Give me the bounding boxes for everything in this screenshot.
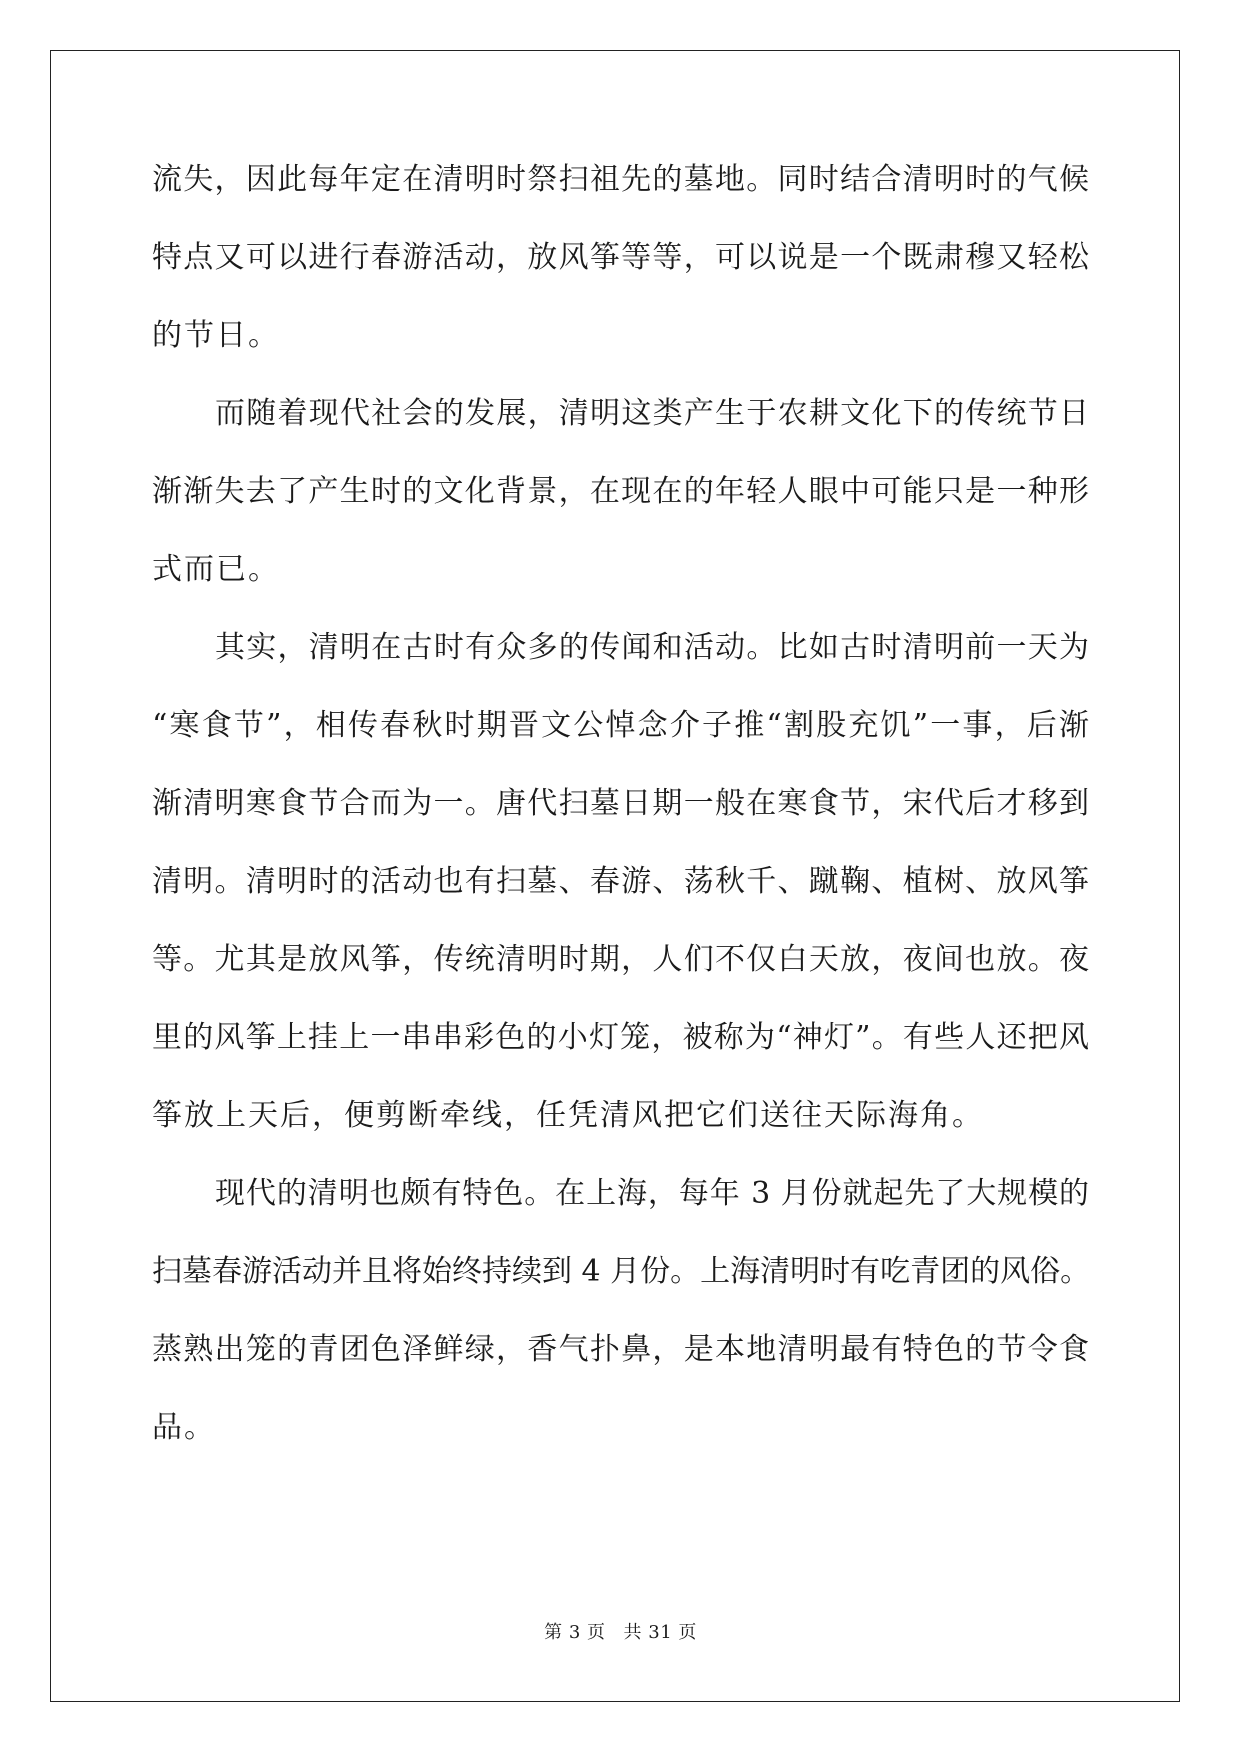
text-line: “寒食节”，相传春秋时期晋文公悼念介子推“割股充饥”一事，后渐: [152, 708, 1089, 743]
text-line: 的节日。: [152, 318, 280, 353]
text-line: 特点又可以进行春游活动，放风筝等等，可以说是一个既肃穆又轻松: [152, 240, 1089, 275]
page-total: 共 31 页: [623, 1622, 697, 1643]
text-line: 渐清明寒食节合而为一。唐代扫墓日期一般在寒食节，宋代后才移到: [152, 786, 1089, 821]
text-line: 式而已。: [152, 552, 280, 587]
text-line: 流失，因此每年定在清明时祭扫祖先的墓地。同时结合清明时的气候: [152, 162, 1089, 197]
text-line: 渐渐失去了产生时的文化背景，在现在的年轻人眼中可能只是一种形: [152, 474, 1089, 509]
text-line: 蒸熟出笼的青团色泽鲜绿，香气扑鼻，是本地清明最有特色的节令食: [152, 1332, 1089, 1367]
text-line: 品。: [152, 1410, 216, 1445]
text-line: 等。尤其是放风筝，传统清明时期，人们不仅白天放，夜间也放。夜: [152, 942, 1089, 977]
text-line: 其实，清明在古时有众多的传闻和活动。比如古时清明前一天为: [215, 630, 1089, 665]
document-body: [152, 159, 1089, 1485]
text-line: 筝放上天后，便剪断牵线，任凭清风把它们送往天际海角。: [152, 1098, 984, 1133]
page-number: 第 3 页: [544, 1622, 606, 1643]
text-line: 里的风筝上挂上一串串彩色的小灯笼，被称为“神灯”。有些人还把风: [152, 1020, 1089, 1055]
text-line: 清明。清明时的活动也有扫墓、春游、荡秋千、蹴鞠、植树、放风筝: [152, 864, 1089, 899]
text-line: 而随着现代社会的发展，清明这类产生于农耕文化下的传统节日: [215, 396, 1089, 431]
page-footer: [0, 1618, 1241, 1644]
text-line: 扫墓春游活动并且将始终持续到 4 月份。上海清明时有吃青团的风俗。: [152, 1254, 1091, 1289]
text-line: 现代的清明也颇有特色。在上海，每年 3 月份就起先了大规模的: [215, 1176, 1089, 1211]
